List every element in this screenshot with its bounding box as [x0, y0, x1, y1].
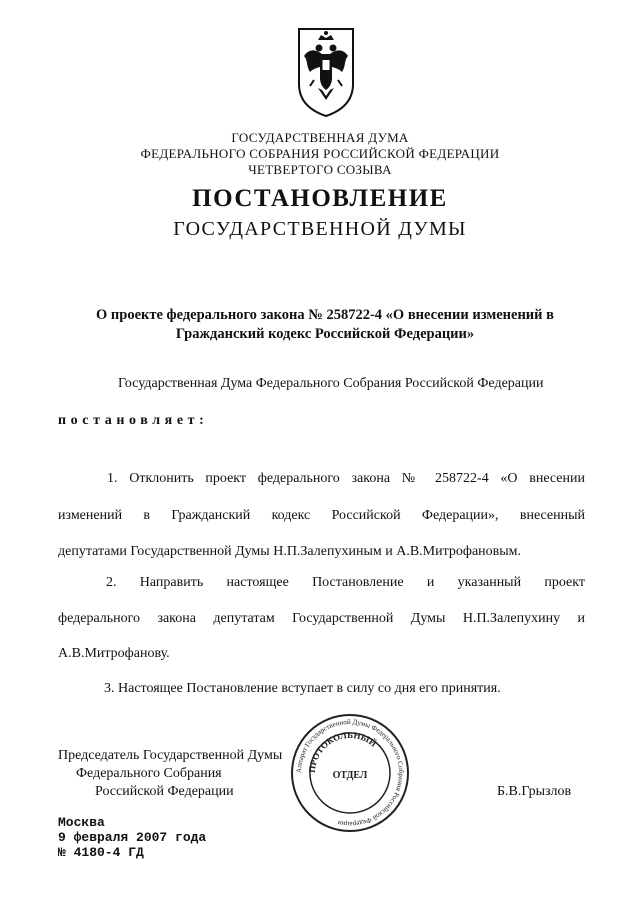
stamp-inner-text: ПРОТОКОЛЬНЫЙ	[306, 729, 379, 774]
item2-line3: А.В.Митрофанову.	[58, 646, 170, 661]
stamp-center-text: ОТДЕЛ	[332, 770, 368, 781]
signer-name: Б.В.Грызлов	[497, 784, 572, 799]
item2-line1: 2. Направить настоящее Постановление и указанный проект	[106, 575, 585, 590]
convocation-line: ЧЕТВЕРТОГО СОЗЫВА	[248, 162, 392, 177]
signatory-position-line1: Председатель Государственной Думы	[58, 748, 283, 763]
stamp-outer-text: Аппарат Государственной Думы Федерального Собрания Российской Федерации	[294, 717, 406, 829]
signatory-position-line2: Федерального Собрания	[76, 766, 222, 781]
item1-line1: 1. Отклонить проект федерального закона № 258722-4 «О внесении	[107, 471, 585, 486]
resolves-text: постановляет:	[58, 413, 209, 428]
subject-line1: О проекте федерального закона № 258722-4 «О внесении изменений в	[96, 307, 554, 323]
document-subject	[60, 306, 590, 344]
document-number: № 4180-4 ГД	[58, 845, 144, 860]
preamble-text: Государственная Дума Федерального Собрания Российской Федерации	[118, 376, 544, 391]
document-subtitle: ГОСУДАРСТВЕННОЙ ДУМЫ	[173, 218, 467, 240]
city: Москва	[58, 815, 105, 830]
signatory-position-line3: Российской Федерации	[95, 784, 234, 799]
document-date: 9 февраля 2007 года	[58, 830, 207, 845]
document-title: ПОСТАНОВЛЕНИЕ	[192, 185, 448, 212]
org-name-line1: ГОСУДАРСТВЕННАЯ ДУМА	[231, 130, 409, 145]
coat-of-arms-icon	[296, 26, 356, 118]
item1-line3: депутатами Государственной Думы Н.П.Залепухиным и А.В.Митрофановым.	[58, 544, 522, 559]
item1-line2: изменений в Гражданский кодекс Российской Федерации», внесенный	[58, 508, 585, 523]
round-stamp-icon	[289, 712, 411, 834]
subject-line2: Гражданский кодекс Российской Федерации»	[175, 326, 475, 342]
item3-text: 3. Настоящее Постановление вступает в силу со дня его принятия.	[104, 681, 501, 696]
org-name-line2: ФЕДЕРАЛЬНОГО СОБРАНИЯ РОССИЙСКОЙ ФЕДЕРАЦИИ	[140, 146, 500, 161]
item2-line2: федерального закона депутатам Государственной Думы Н.П.Залепухину и	[58, 611, 585, 626]
